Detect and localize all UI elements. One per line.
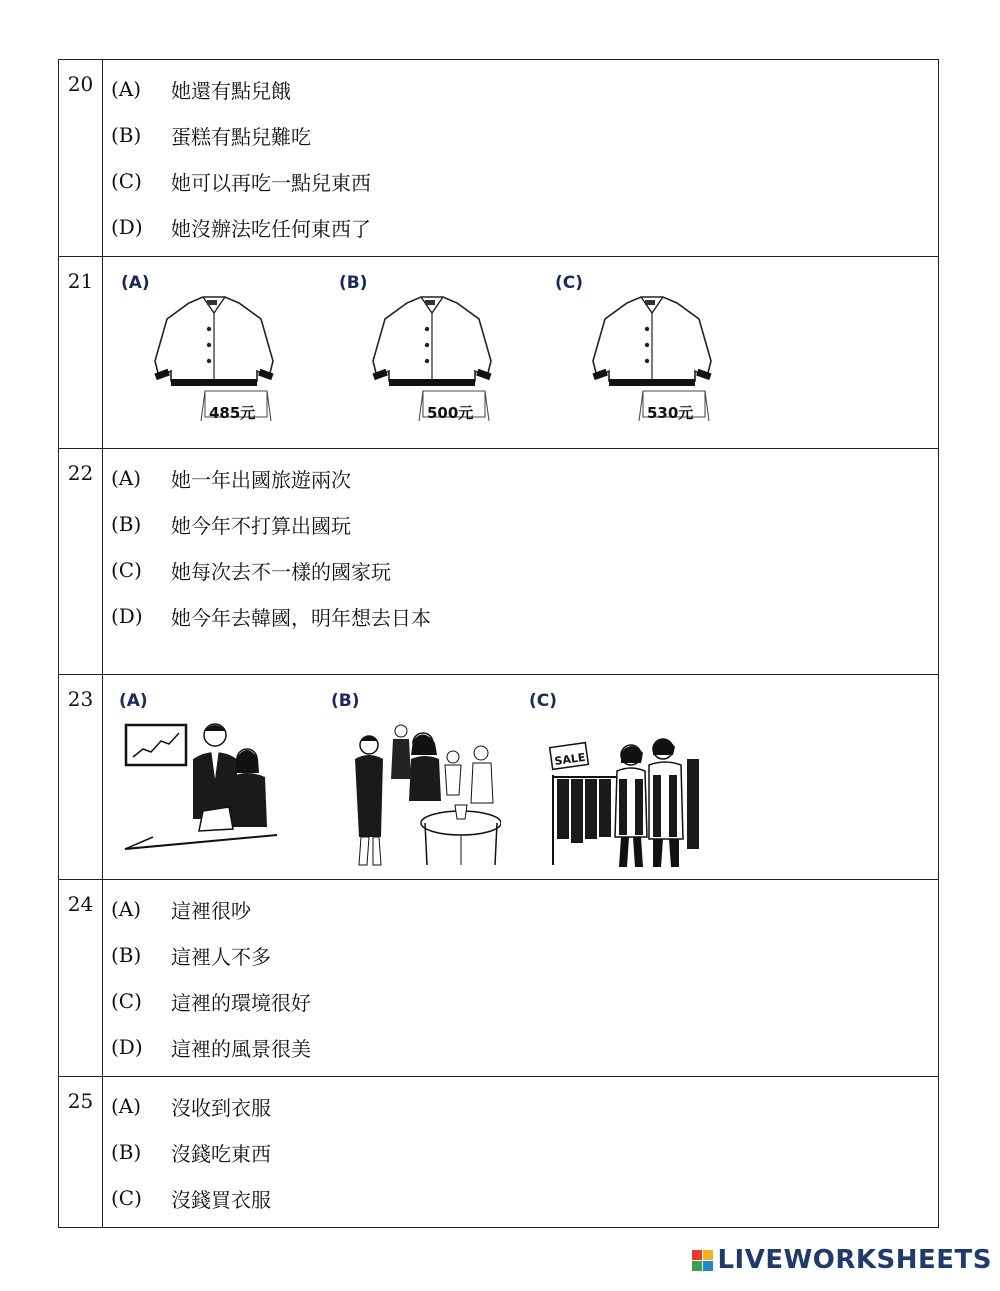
brand-name: LIVEWORKSHEETS xyxy=(717,1245,992,1275)
logo-block xyxy=(692,1250,702,1260)
option-label: (A) xyxy=(111,77,142,101)
option-b-label[interactable]: (B) xyxy=(339,273,368,293)
option-text: 沒收到衣服 xyxy=(171,1095,271,1120)
option-a[interactable] xyxy=(103,886,938,932)
question-images xyxy=(103,675,939,880)
question-options xyxy=(103,449,939,675)
question-number: 25 xyxy=(59,1077,103,1228)
option-a[interactable] xyxy=(103,455,938,501)
option-d[interactable] xyxy=(103,593,938,639)
question-number: 23 xyxy=(59,675,103,880)
option-text: 她今年去韓國，明年想去日本 xyxy=(171,605,431,630)
option-b[interactable] xyxy=(103,932,938,978)
question-row xyxy=(59,675,939,880)
liveworksheets-logo-icon xyxy=(692,1250,713,1271)
option-label: (C) xyxy=(111,558,142,582)
option-c-label[interactable]: (C) xyxy=(555,273,584,293)
question-options xyxy=(103,1077,939,1228)
price-tag: 530元 xyxy=(647,404,694,422)
logo-block xyxy=(703,1250,713,1260)
option-a[interactable] xyxy=(103,66,938,112)
question-options xyxy=(103,60,939,257)
option-text: 她每次去不一樣的國家玩 xyxy=(171,559,391,584)
option-c[interactable] xyxy=(103,158,938,204)
option-text: 沒錢吃東西 xyxy=(171,1141,271,1166)
option-a-label[interactable]: (A) xyxy=(121,273,150,293)
option-label: (D) xyxy=(111,604,143,628)
question-number: 24 xyxy=(59,880,103,1077)
option-label: (B) xyxy=(111,943,142,967)
question-row xyxy=(59,60,939,257)
option-label: (B) xyxy=(111,1140,142,1164)
question-row xyxy=(59,880,939,1077)
question-row xyxy=(59,1077,939,1228)
option-a-label[interactable]: (A) xyxy=(119,691,148,711)
question-table xyxy=(58,59,939,1228)
option-text: 這裡人不多 xyxy=(171,944,271,969)
option-label: (B) xyxy=(111,123,142,147)
option-b[interactable] xyxy=(103,112,938,158)
option-d[interactable] xyxy=(103,1024,938,1070)
price-tag: 500元 xyxy=(427,404,474,422)
question-number: 22 xyxy=(59,449,103,675)
option-c[interactable] xyxy=(103,1175,938,1221)
option-text: 她可以再吃一點兒東西 xyxy=(171,170,371,195)
question-options xyxy=(103,880,939,1077)
option-label: (A) xyxy=(111,1094,142,1118)
option-text: 這裡的環境很好 xyxy=(171,990,311,1015)
option-text: 這裡很吵 xyxy=(171,898,251,923)
option-label: (A) xyxy=(111,897,142,921)
option-label: (D) xyxy=(111,215,143,239)
option-b-label[interactable]: (B) xyxy=(331,691,360,711)
option-label: (C) xyxy=(111,989,142,1013)
option-text: 她沒辦法吃任何東西了 xyxy=(171,216,371,241)
shopping-icon[interactable] xyxy=(549,719,701,869)
question-row xyxy=(59,257,939,449)
option-text: 沒錢買衣服 xyxy=(171,1187,271,1212)
footer-branding xyxy=(692,1245,992,1275)
office-meeting-icon[interactable] xyxy=(123,719,279,855)
option-c[interactable] xyxy=(103,547,938,593)
option-b[interactable] xyxy=(103,501,938,547)
option-text: 她一年出國旅遊兩次 xyxy=(171,467,351,492)
question-row xyxy=(59,449,939,675)
price-tag: 485元 xyxy=(209,404,256,422)
option-label: (A) xyxy=(111,466,142,490)
option-label: (C) xyxy=(111,1186,142,1210)
option-c[interactable] xyxy=(103,978,938,1024)
logo-block xyxy=(703,1261,713,1271)
option-label: (C) xyxy=(111,169,142,193)
option-b[interactable] xyxy=(103,1129,938,1175)
option-text: 她今年不打算出國玩 xyxy=(171,513,351,538)
option-text: 她還有點兒餓 xyxy=(171,78,291,103)
question-number: 21 xyxy=(59,257,103,449)
option-text: 這裡的風景很美 xyxy=(171,1036,311,1061)
option-label: (D) xyxy=(111,1035,143,1059)
logo-block xyxy=(692,1261,702,1271)
question-images xyxy=(103,257,939,449)
option-c-label[interactable]: (C) xyxy=(529,691,558,711)
option-text: 蛋糕有點兒難吃 xyxy=(171,124,311,149)
sale-sign-text: SALE xyxy=(553,750,587,768)
option-label: (B) xyxy=(111,512,142,536)
party-icon[interactable] xyxy=(351,719,501,867)
option-a[interactable] xyxy=(103,1083,938,1129)
option-d[interactable] xyxy=(103,204,938,250)
question-number: 20 xyxy=(59,60,103,257)
